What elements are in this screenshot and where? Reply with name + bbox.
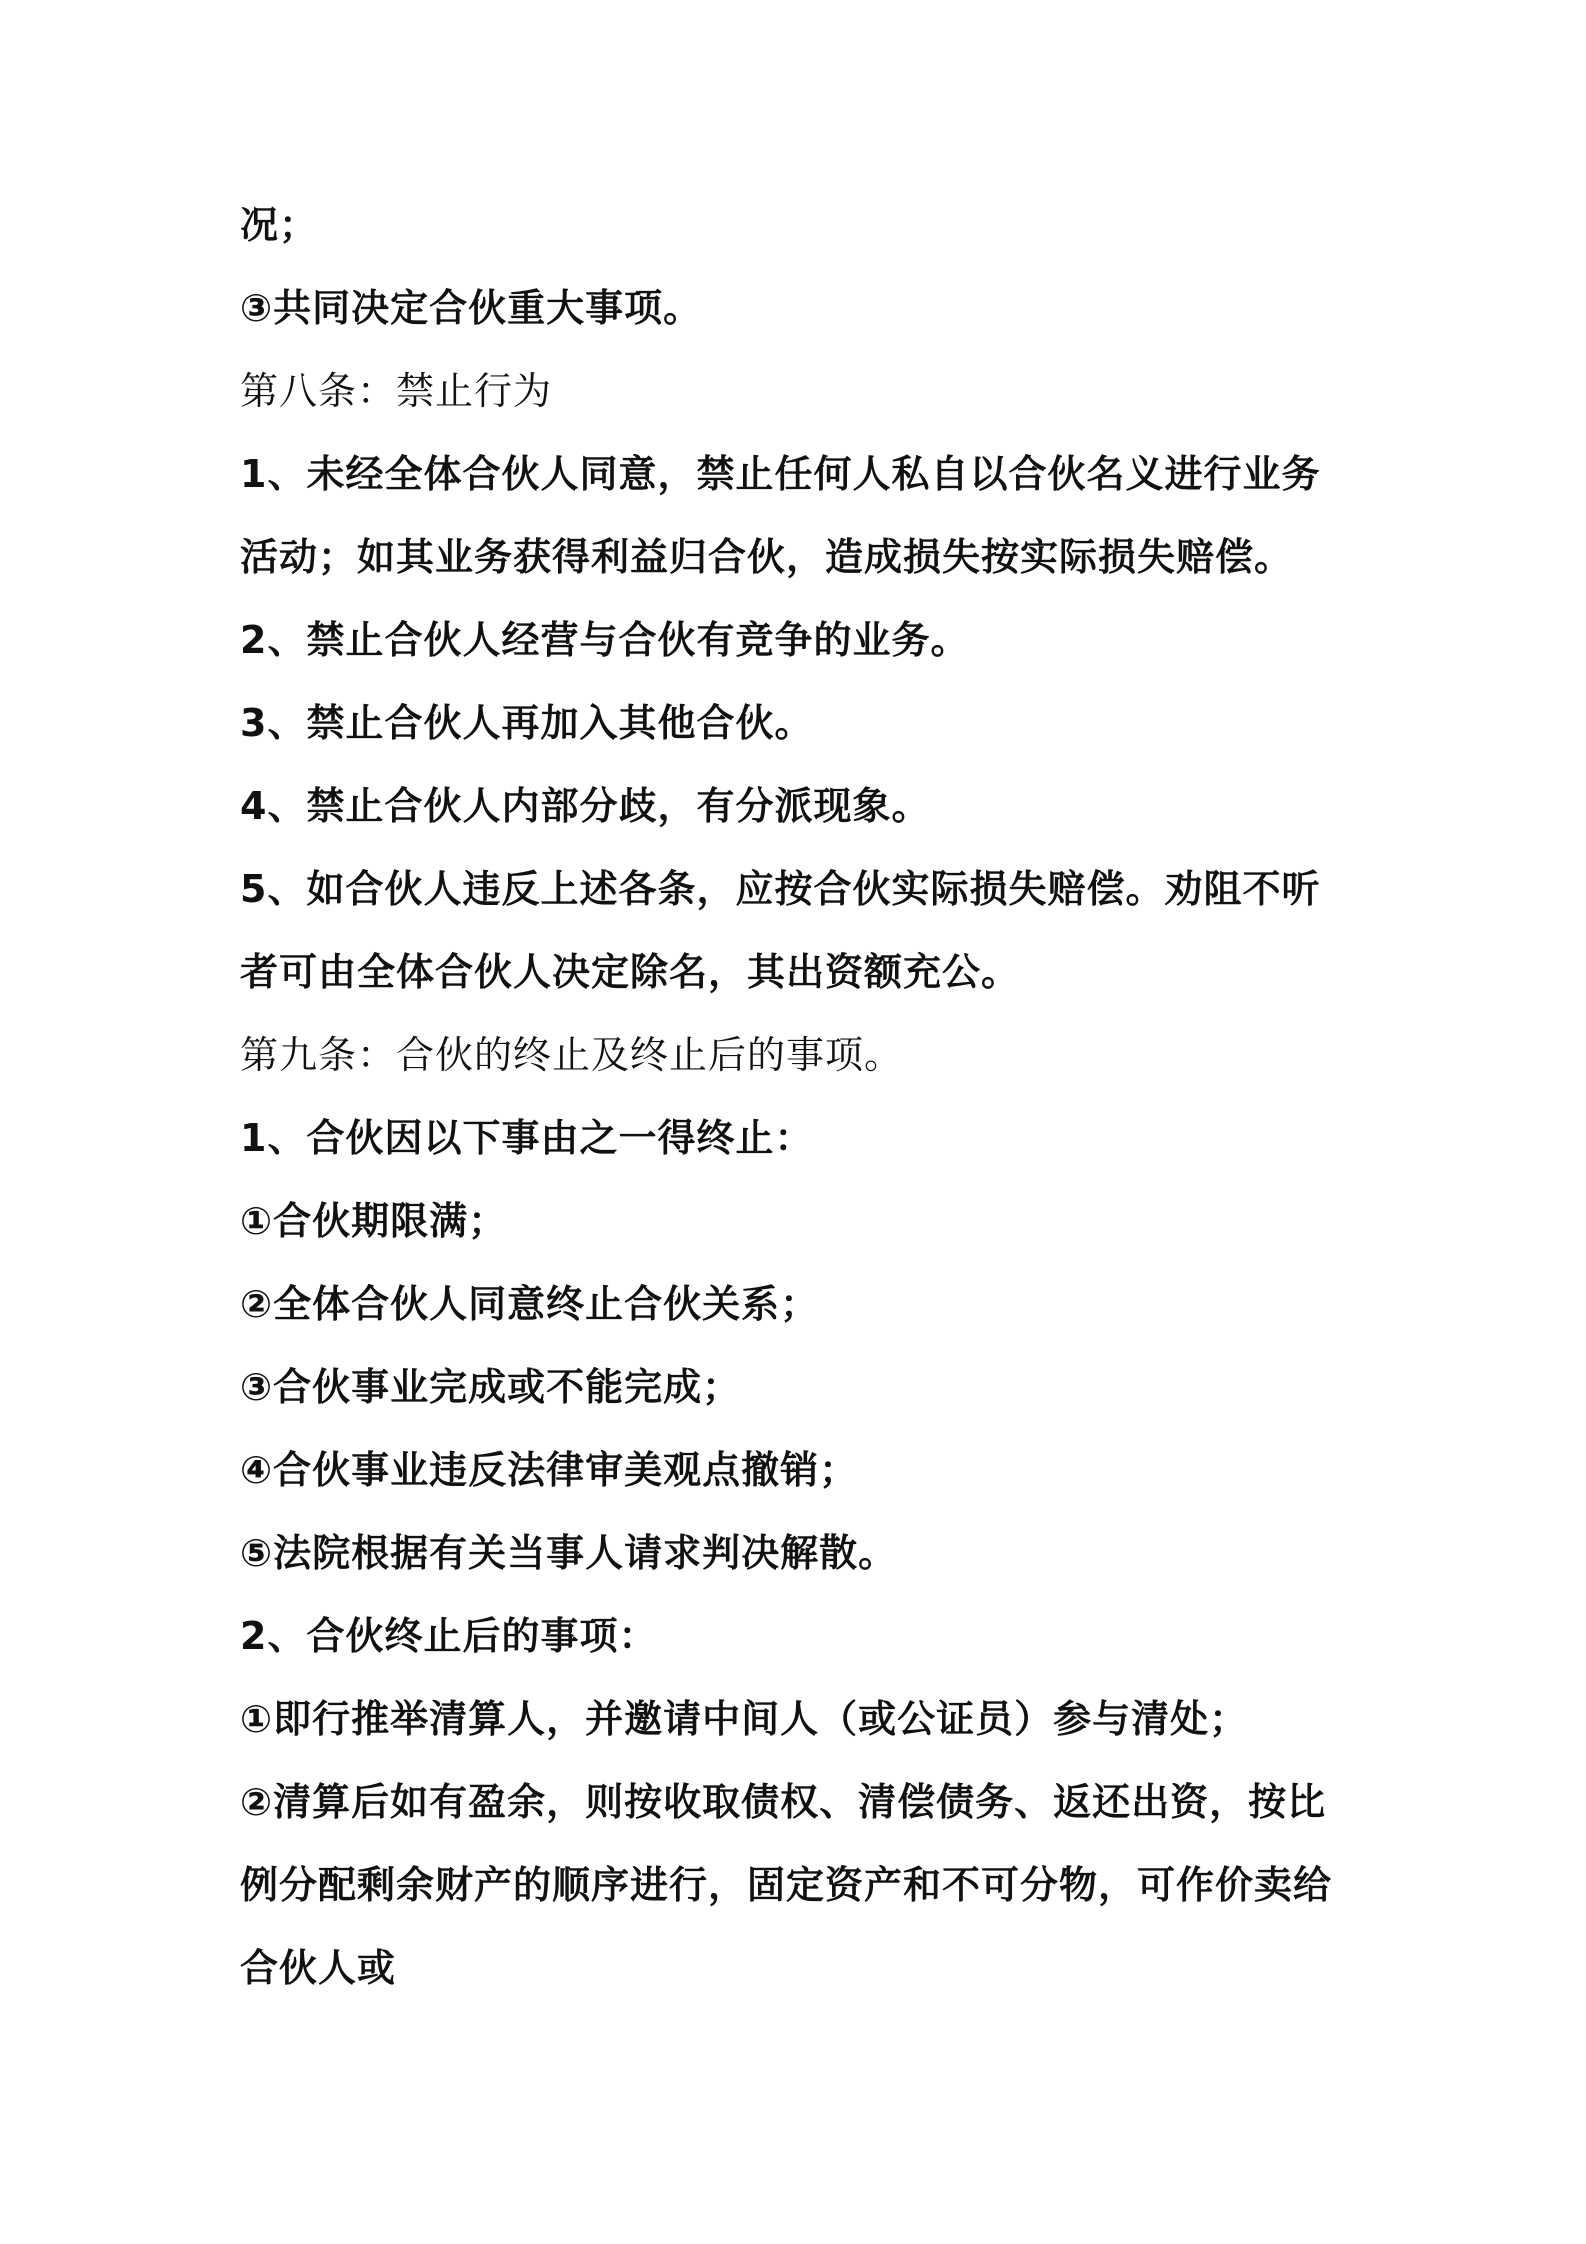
text-line: 况； [240,203,319,247]
text-line: ③合伙事业完成或不能完成； [240,1365,742,1409]
text-line: 5、如合伙人违反上述各条，应按合伙实际损失赔偿。劝阻不听 [240,867,1321,911]
article-heading: 第九条：合伙的终止及终止后的事项。 [240,1033,904,1077]
text-line: ①合伙期限满； [240,1199,508,1243]
text-line: 者可由全体合伙人决定除名，其出资额充公。 [240,950,1021,994]
text-line: 活动；如其业务获得利益归合伙，造成损失按实际损失赔偿。 [240,535,1294,579]
text-line: 2、合伙终止后的事项： [240,1614,658,1658]
text-line: 2、禁止合伙人经营与合伙有竞争的业务。 [240,618,970,662]
text-line: ⑤法院根据有关当事人请求判决解散。 [240,1531,898,1575]
article-heading: 第八条：禁止行为 [240,369,553,413]
text-line: ②全体合伙人同意终止合伙关系； [240,1282,820,1326]
text-line: 例分配剩余财产的顺序进行，固定资产和不可分物，可作价卖给 [240,1863,1333,1907]
text-line: ②清算后如有盈余，则按收取债权、清偿债务、返还出资，按比 [240,1780,1327,1824]
text-line: 1、未经全体合伙人同意，禁止任何人私自以合伙名义进行业务 [240,452,1321,496]
text-line: ①即行推举清算人，并邀请中间人（或公证员）参与清处； [240,1697,1249,1741]
text-line: 4、禁止合伙人内部分歧，有分派现象。 [240,784,931,828]
text-line: 3、禁止合伙人再加入其他合伙。 [240,701,814,745]
text-line: ④合伙事业违反法律审美观点撤销； [240,1448,859,1492]
text-line: 1、合伙因以下事由之一得终止： [240,1116,814,1160]
text-line: ③共同决定合伙重大事项。 [240,286,703,330]
text-line: 合伙人或 [240,1946,397,1990]
